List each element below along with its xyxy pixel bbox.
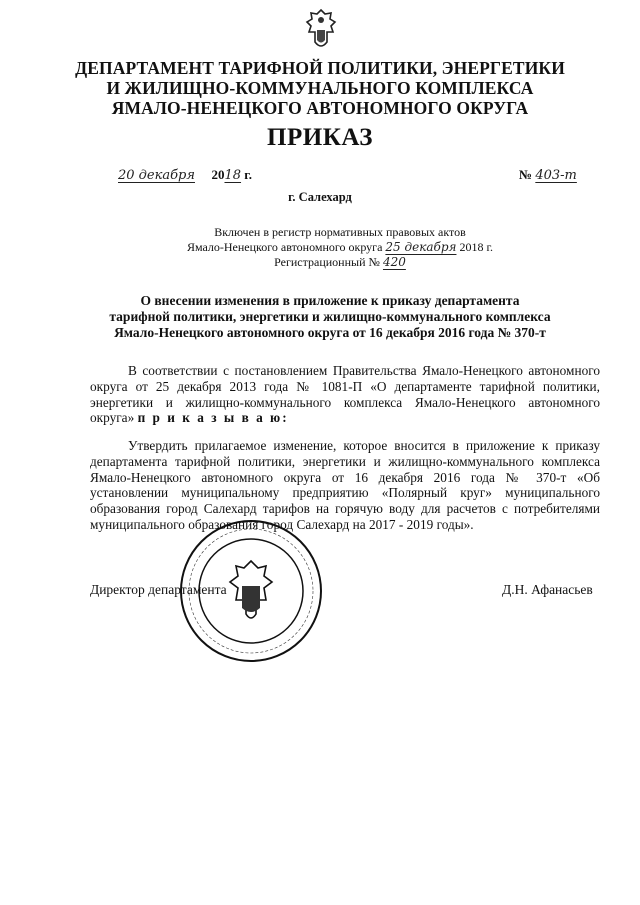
order-date — [118, 167, 252, 183]
order-title — [90, 293, 570, 341]
registration-date: 25 декабря — [385, 240, 457, 254]
registration-line-1: Включен в регистр нормативных правовых актов — [214, 225, 466, 239]
signatory-position: Директор департамента — [90, 582, 227, 597]
date-year-suffix: 18 — [224, 168, 242, 183]
number-value: 403-т — [535, 168, 577, 183]
title-line-3: Ямало-Ненецкого автономного округа от 16 декабря 2016 года № 370-т — [114, 325, 546, 340]
registration-note — [150, 225, 530, 270]
order-number — [519, 167, 577, 183]
department-heading — [60, 58, 580, 118]
preamble-paragraph — [90, 363, 600, 426]
document-type: ПРИКАЗ — [267, 124, 373, 151]
date-unit: г. — [244, 167, 252, 182]
heading-line-3: ЯМАЛО-НЕНЕЦКОГО АВТОНОМНОГО ОКРУГА — [111, 98, 529, 118]
signatory-name: Д.Н. Афанасьев — [502, 582, 593, 597]
registration-line-2: Ямало-Ненецкого автономного округа 25 декабря 2018 г. — [186, 240, 494, 254]
preamble-emphasis: п р и к а з ы в а ю: — [137, 410, 289, 426]
registration-line-3: Регистрационный № 420 — [274, 255, 406, 269]
preamble-text: В соответствии с постановлением Правительства Ямало-Ненецкого автономного округа от 25 декабря 2013 года № 1081-П «О департаменте тарифной политики, энергетики и жилищно-коммунального комплекса Ямало-Ненецкого автономного округа» — [90, 363, 600, 426]
city: г. Салехард — [288, 190, 352, 204]
heading-line-1: ДЕПАРТАМЕНТ ТАРИФНОЙ ПОЛИТИКИ, ЭНЕРГЕТИКИ — [75, 58, 565, 78]
coat-of-arms-icon — [301, 8, 341, 54]
operative-paragraph: Утвердить прилагаемое изменение, которое вносится в приложение к приказу департамента тарифной политики, энергетики и жилищно-коммунального комплекса Ямало-Ненецкого автономного округа от 16 декабря 2016 года № 370-т «Об установлении муниципальному предприятию «Полярный круг» муниципального образования город Салехард тарифов на горячую воду для расчетов с потребителями муниципального образования город Салехард на 2017 - 2019 годы». — [90, 438, 600, 532]
registration-number: 420 — [382, 255, 406, 269]
heading-line-2: И ЖИЛИЩНО-КОММУНАЛЬНОГО КОМПЛЕКСА — [106, 78, 534, 98]
number-label: № — [519, 167, 533, 182]
date-year-prefix: 20 — [211, 167, 225, 182]
title-line-2: тарифной политики, энергетики и жилищно-коммунального комплекса — [109, 309, 551, 324]
date-day-month: 20 декабря — [118, 168, 195, 183]
title-line-1: О внесении изменения в приложение к приказу департамента — [140, 293, 520, 308]
